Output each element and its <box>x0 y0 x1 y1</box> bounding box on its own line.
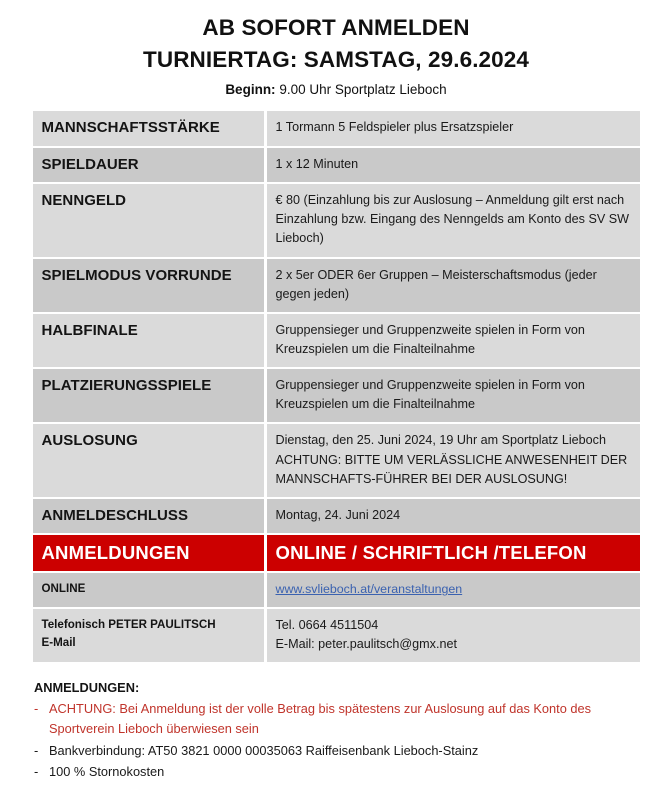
page-header <box>0 0 672 100</box>
row-label: ANMELDESCHLUSS <box>41 506 189 524</box>
registration-notes <box>34 678 648 782</box>
contact-row-phone-email <box>33 609 640 662</box>
email-contact-label: E-Mail <box>41 636 76 650</box>
notes-title: ANMELDUNGEN: <box>34 680 140 696</box>
row-label-cell <box>33 148 264 183</box>
row-label-cell <box>33 184 264 256</box>
row-value-cell <box>267 111 640 146</box>
note-bullet-dash: - <box>34 763 39 779</box>
row-value-cell <box>267 424 640 496</box>
online-value-cell <box>267 573 640 607</box>
email-address: E-Mail: peter.paulitsch@gmx.net <box>275 637 457 652</box>
row-label-cell <box>33 424 264 496</box>
row-value-cell <box>267 148 640 183</box>
row-label: SPIELMODUS VORRUNDE <box>41 266 232 284</box>
header-title-line1: AB SOFORT ANMELDEN <box>202 15 470 40</box>
table-row <box>33 369 640 422</box>
online-label: ONLINE <box>41 582 86 596</box>
banner-label-anmeldungen: ANMELDUNGEN <box>41 542 190 564</box>
row-value-cell <box>267 259 640 312</box>
online-label-cell <box>33 573 264 607</box>
table-row <box>33 499 640 534</box>
row-label-cell <box>33 499 264 534</box>
registration-url-link[interactable]: www.svlieboch.at/veranstaltungen <box>275 582 463 597</box>
header-title-line2: TURNIERTAG: SAMSTAG, 29.6.2024 <box>143 46 529 72</box>
note-bullet-dash: - <box>34 742 39 758</box>
banner-right-cell <box>267 535 640 571</box>
row-value: 1 x 12 Minuten <box>275 156 359 171</box>
row-label-cell <box>33 259 264 312</box>
table-row <box>33 148 640 183</box>
registration-banner-row <box>33 535 640 571</box>
row-label: HALBFINALE <box>41 321 138 339</box>
row-label: SPIELDAUER <box>41 155 139 173</box>
row-value: Gruppensieger und Gruppenzweite spielen in Form von Kreuzspielen um die Finalteilnahme <box>275 378 585 412</box>
row-value: € 80 (Einzahlung bis zur Auslosung – Anmeldung gilt erst nach Einzahlung bzw. Eingang des Nenngelds am Konto des SV SW Lieboch) <box>275 193 630 246</box>
phone-contact-label: Telefonisch PETER PAULITSCH <box>41 618 216 632</box>
header-subtitle <box>0 80 672 100</box>
table-row <box>33 111 640 146</box>
row-value: Gruppensieger und Gruppenzweite spielen in Form von Kreuzspielen um die Finalteilnahme <box>275 322 585 356</box>
tournament-info-table <box>33 109 640 664</box>
row-label: AUSLOSUNG <box>41 432 138 450</box>
note-item <box>34 762 648 782</box>
row-value-cell <box>267 314 640 367</box>
table-row <box>33 424 640 496</box>
header-subtitle-label: Beginn: <box>225 81 276 97</box>
table-row <box>33 259 640 312</box>
table-row <box>33 184 640 256</box>
table-row <box>33 314 640 367</box>
row-value-cell <box>267 184 640 256</box>
note-item <box>34 699 648 739</box>
note-text: Bankverbindung: AT50 3821 0000 00035063 Raiffeisenbank Lieboch-Stainz <box>49 742 479 758</box>
row-label-cell <box>33 314 264 367</box>
header-subtitle-value: 9.00 Uhr Sportplatz Lieboch <box>275 81 447 97</box>
note-bullet-dash: - <box>34 701 39 717</box>
row-label: MANNSCHAFTSSTÄRKE <box>41 119 220 137</box>
row-label-cell <box>33 369 264 422</box>
note-item <box>34 741 648 761</box>
row-value-warning: ACHTUNG: BITTE UM VERLÄSSLICHE ANWESENHEIT DER MANNSCHAFTS-FÜHRER BEI DER AUSLOSUNG! <box>275 452 628 486</box>
row-value: 2 x 5er ODER 6er Gruppen – Meisterschaftsmodus (jeder gegen jeden) <box>275 267 597 301</box>
contact-row-online <box>33 573 640 607</box>
row-label-cell <box>33 111 264 146</box>
row-value-cell <box>267 499 640 534</box>
row-label: NENNGELD <box>41 192 127 210</box>
banner-label-channels: ONLINE / SCHRIFTLICH /TELEFON <box>275 542 587 564</box>
note-text: ACHTUNG: Bei Anmeldung ist der volle Betrag bis spätestens zur Auslosung auf das Konto des Sportverein Lieboch überwiesen sein <box>49 701 592 737</box>
phone-number: Tel. 0664 4511504 <box>275 618 379 633</box>
phone-label-cell <box>33 609 264 662</box>
phone-value-cell <box>267 609 640 662</box>
row-value: Montag, 24. Juni 2024 <box>275 507 401 522</box>
note-text: 100 % Stornokosten <box>49 763 165 779</box>
row-value-cell <box>267 369 640 422</box>
banner-left-cell <box>33 535 264 571</box>
row-value: Dienstag, den 25. Juni 2024, 19 Uhr am Sportplatz Lieboch <box>275 433 606 448</box>
row-label: PLATZIERUNGSSPIELE <box>41 377 212 395</box>
row-value: 1 Tormann 5 Feldspieler plus Ersatzspieler <box>275 120 514 135</box>
